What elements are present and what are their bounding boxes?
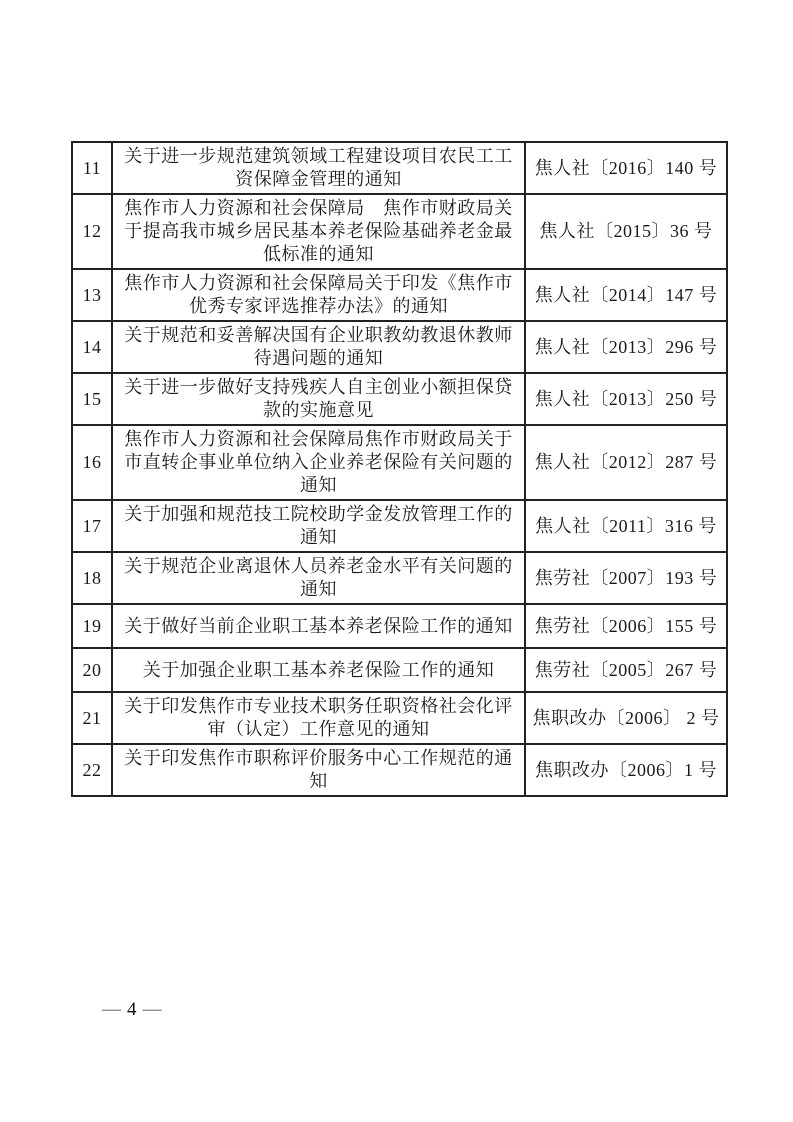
doc-number: 焦人社〔2011〕316 号 — [525, 500, 727, 552]
row-number: 17 — [72, 500, 112, 552]
table-row — [72, 269, 727, 321]
table-row — [72, 321, 727, 373]
notice-title: 关于进一步做好支持残疾人自主创业小额担保贷款的实施意见 — [112, 373, 525, 425]
table-row — [72, 500, 727, 552]
doc-number: 焦职改办〔2006〕 2 号 — [525, 692, 727, 744]
table-row — [72, 692, 727, 744]
doc-number: 焦人社〔2013〕296 号 — [525, 321, 727, 373]
notice-title: 关于加强企业职工基本养老保险工作的通知 — [112, 648, 525, 692]
doc-number: 焦人社〔2014〕147 号 — [525, 269, 727, 321]
page-footer — [102, 999, 164, 1021]
row-number: 19 — [72, 604, 112, 648]
notice-title: 关于加强和规范技工院校助学金发放管理工作的通知 — [112, 500, 525, 552]
doc-number: 焦职改办〔2006〕1 号 — [525, 744, 727, 796]
notice-title: 焦作市人力资源和社会保障局焦作市财政局关于市直转企事业单位纳入企业养老保险有关问题的通知 — [112, 425, 525, 500]
doc-number: 焦人社〔2016〕140 号 — [525, 142, 727, 194]
row-number: 14 — [72, 321, 112, 373]
notice-title: 关于印发焦作市职称评价服务中心工作规范的通知 — [112, 744, 525, 796]
notice-title: 关于印发焦作市专业技术职务任职资格社会化评审（认定）工作意见的通知 — [112, 692, 525, 744]
notice-table — [71, 141, 728, 797]
table-row — [72, 425, 727, 500]
row-number: 18 — [72, 552, 112, 604]
doc-number: 焦人社〔2015〕36 号 — [525, 194, 727, 269]
row-number: 13 — [72, 269, 112, 321]
row-number: 20 — [72, 648, 112, 692]
table-row — [72, 373, 727, 425]
table-row — [72, 744, 727, 796]
notice-title: 关于规范和妥善解决国有企业职教幼教退休教师待遇问题的通知 — [112, 321, 525, 373]
table-row — [72, 552, 727, 604]
row-number: 15 — [72, 373, 112, 425]
footer-left-dash: — — [102, 999, 123, 1020]
doc-number: 焦劳社〔2007〕193 号 — [525, 552, 727, 604]
row-number: 11 — [72, 142, 112, 194]
notice-table-body — [72, 142, 727, 796]
doc-number: 焦劳社〔2006〕155 号 — [525, 604, 727, 648]
row-number: 22 — [72, 744, 112, 796]
page-number: 4 — [127, 999, 139, 1020]
table-row — [72, 648, 727, 692]
footer-right-dash: — — [142, 999, 164, 1020]
notice-title: 关于进一步规范建筑领域工程建设项目农民工工资保障金管理的通知 — [112, 142, 525, 194]
table-row — [72, 142, 727, 194]
row-number: 16 — [72, 425, 112, 500]
doc-number: 焦人社〔2013〕250 号 — [525, 373, 727, 425]
notice-title: 关于规范企业离退休人员养老金水平有关问题的通知 — [112, 552, 525, 604]
table-row — [72, 194, 727, 269]
notice-title: 焦作市人力资源和社会保障局 焦作市财政局关于提高我市城乡居民基本养老保险基础养老金最低标准的通知 — [112, 194, 525, 269]
doc-number: 焦人社〔2012〕287 号 — [525, 425, 727, 500]
notice-title: 焦作市人力资源和社会保障局关于印发《焦作市优秀专家评选推荐办法》的通知 — [112, 269, 525, 321]
table-row — [72, 604, 727, 648]
row-number: 21 — [72, 692, 112, 744]
row-number: 12 — [72, 194, 112, 269]
doc-number: 焦劳社〔2005〕267 号 — [525, 648, 727, 692]
notice-title: 关于做好当前企业职工基本养老保险工作的通知 — [112, 604, 525, 648]
